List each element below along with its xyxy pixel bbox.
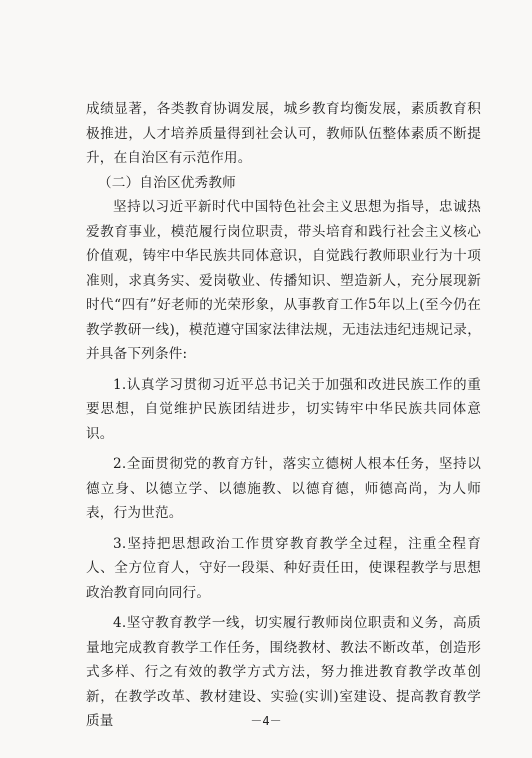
paragraph-continuation: 成绩显著，各类教育协调发展，城乡教育均衡发展，素质教育积极推进，人才培养质量得到社会认可，教师队伍整体素质不断提升，在自治区有示范作用。 — [86, 101, 481, 166]
list-item-1: 1.认真学习贯彻习近平总书记关于加强和改进民族工作的重要思想，自觉维护民族团结进步，切实铸牢中华民族共同体意识。 — [86, 376, 481, 442]
list-item-2: 2.全面贯彻党的教育方针，落实立德树人根本任务，坚持以德立身、以德立学、以德施教、以德育德，师德高尚，为人师表，行为世范。 — [86, 456, 481, 521]
section-heading: （二）自治区优秀教师 — [98, 174, 236, 191]
paragraph-requirements: 坚持以习近平新时代中国特色社会主义思想为指导，忠诚热爱教育事业，模范履行岗位职责，带头培育和践行社会主义核心价值观，铸牢中华民族共同体意识，自觉践行教师职业行为十项准则，求真务实、爱岗敬业、传播知识、塑造新人，充分展现新时代“四有”好老师的光荣形象，从事教育工作5年以上(至今仍在教学教研一线)，模范遵守国家法律法规，无违法违纪违规记录，并具备下列条件: — [86, 199, 481, 362]
page-number: －4－ — [250, 714, 282, 728]
list-item-3: 3.坚持把思想政治工作贯穿教育教学全过程，注重全程育人、全方位育人，守好一段渠、种好责任田，使课程教学与思想政治教育同向同行。 — [86, 535, 481, 601]
list-item-4: 4.坚守教育教学一线，切实履行教师岗位职责和义务，高质量地完成教育教学工作任务，围绕教材、教法不断改革，创造形式多样、行之有效的教学方式方法，努力推进教育教学改革创新，在教学改革、教材建设、实验(实训)室建设、提高教育教学质量 — [86, 615, 481, 729]
body-text — [86, 97, 481, 734]
